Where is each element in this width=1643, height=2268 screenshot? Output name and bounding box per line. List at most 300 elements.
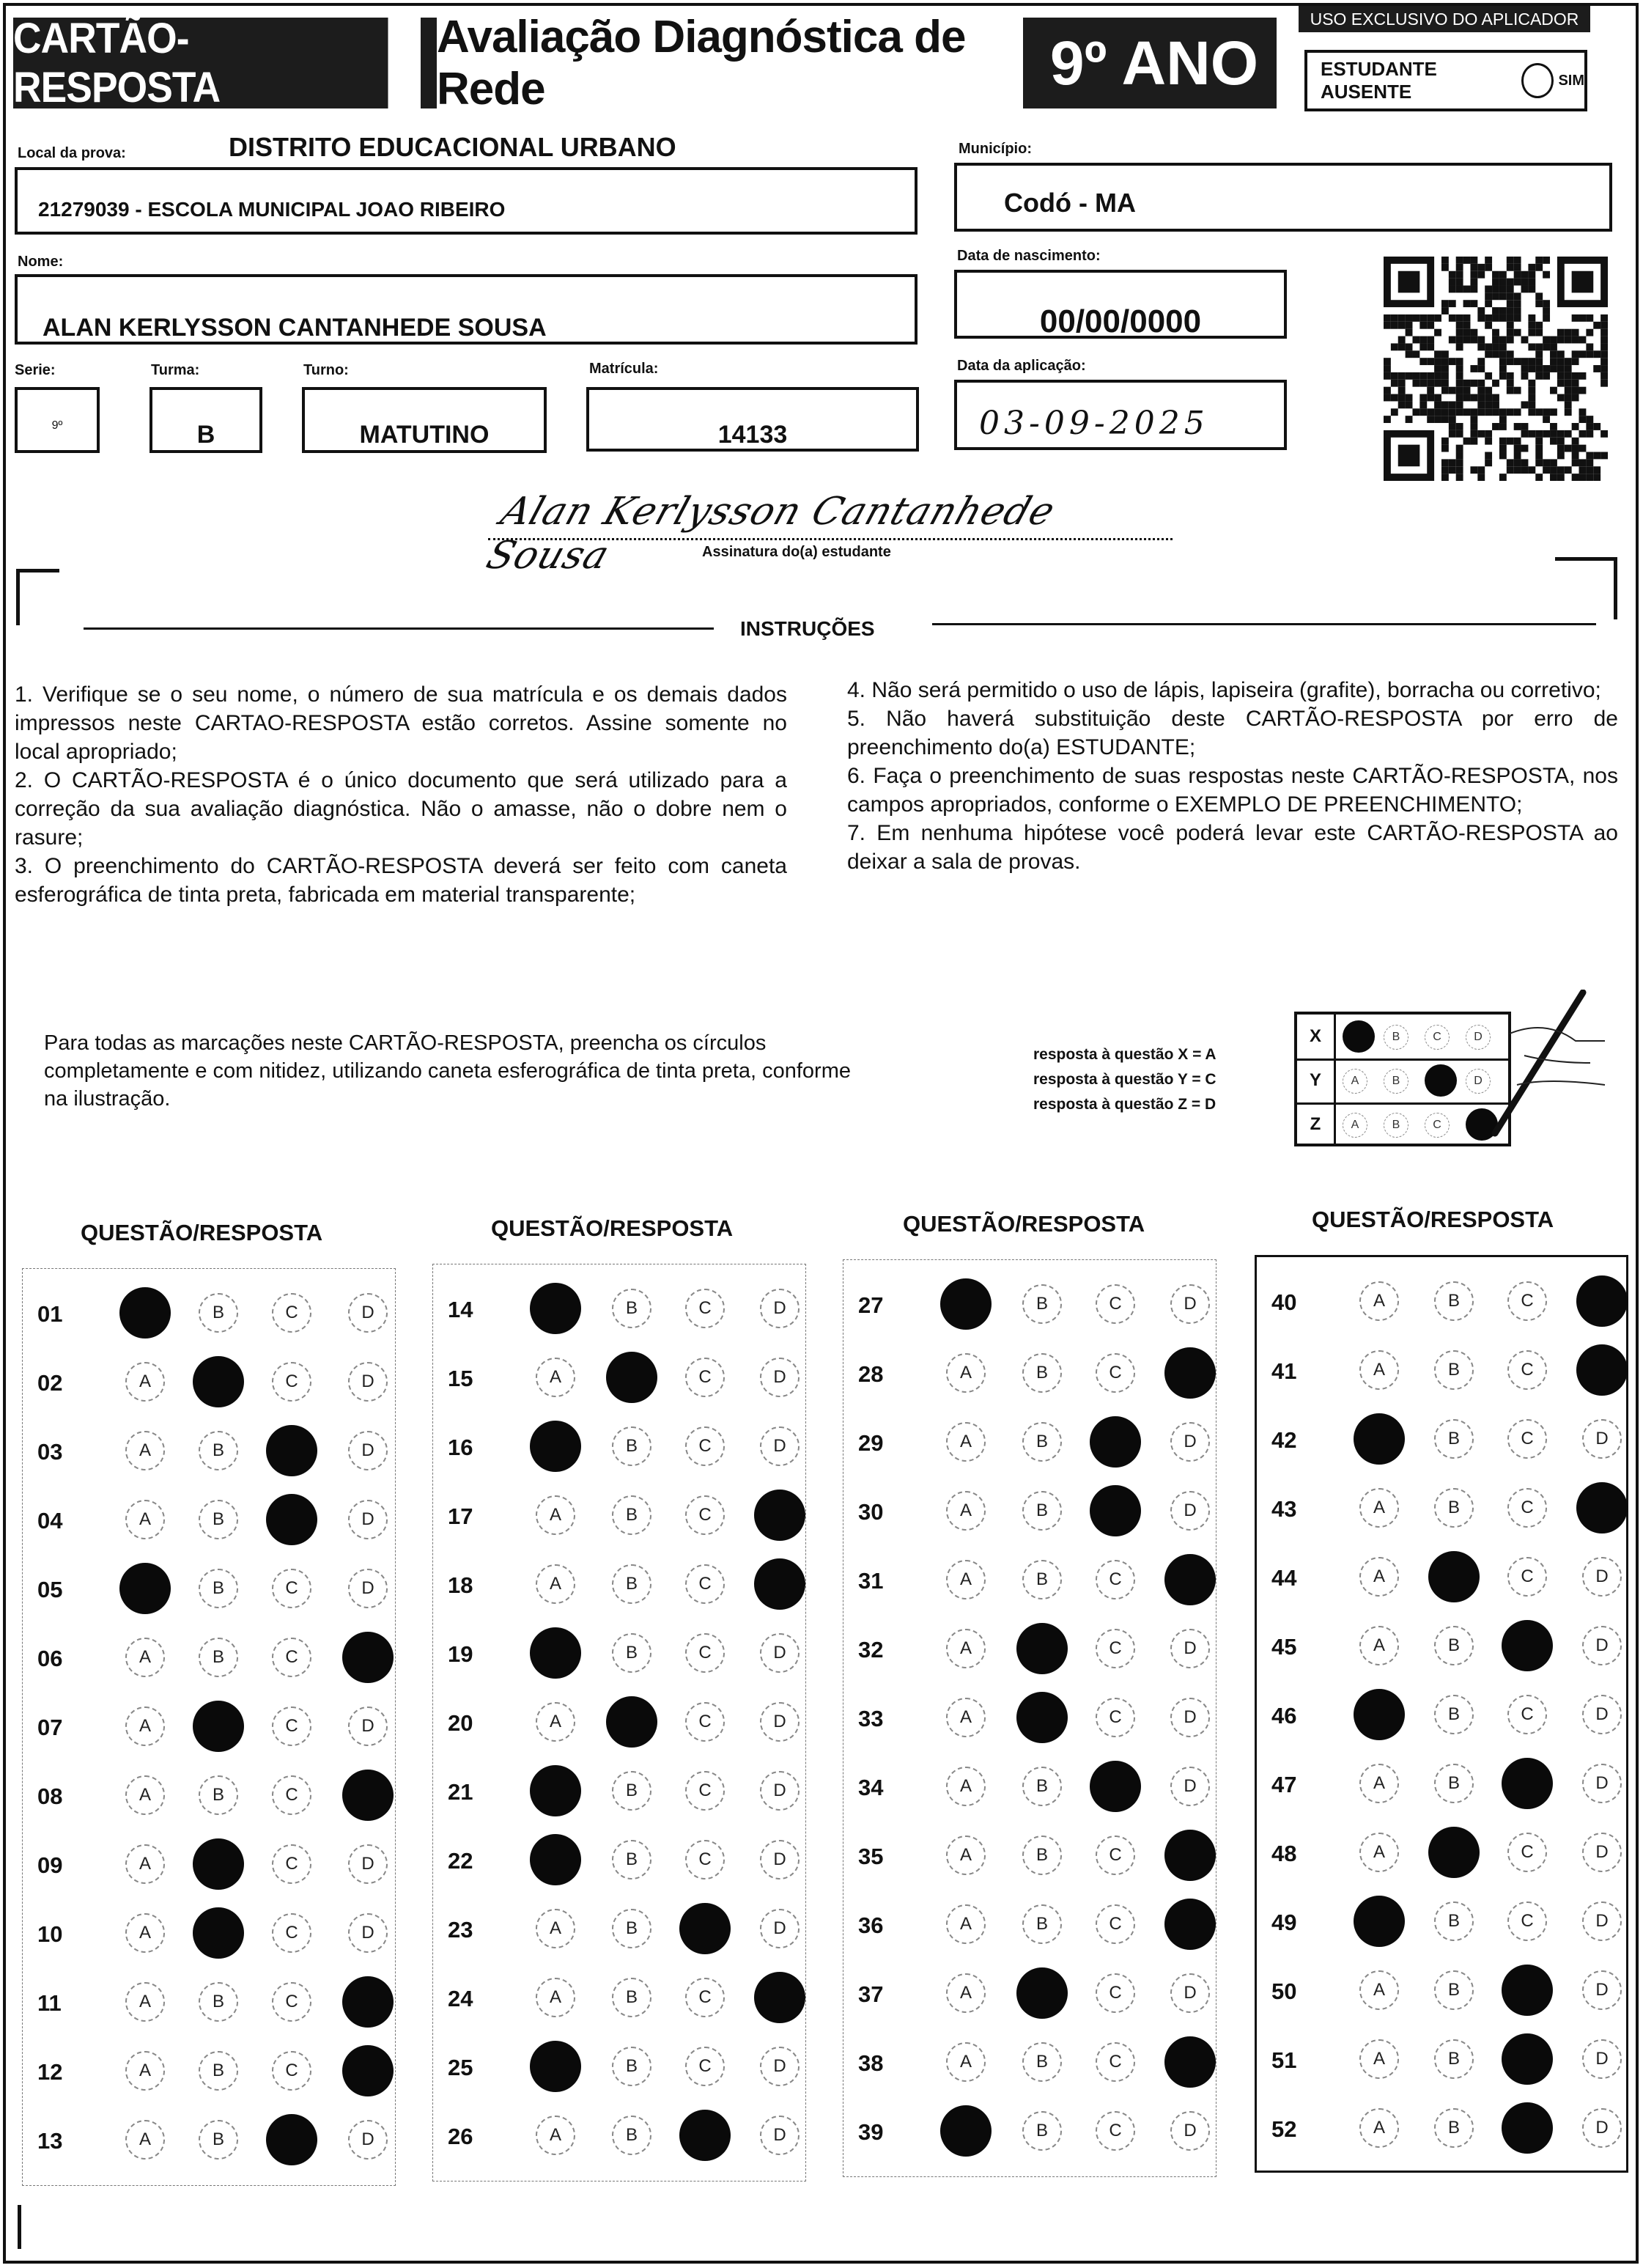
- answer-row: [23, 1970, 395, 2039]
- answer-bubble-b[interactable]: B: [1022, 1560, 1062, 1599]
- answer-bubble-c[interactable]: [266, 1425, 317, 1476]
- question-number: 10: [37, 1921, 63, 1947]
- answer-bubble-c[interactable]: C: [1096, 1698, 1135, 1737]
- answer-bubble-d[interactable]: D: [760, 1633, 800, 1673]
- answer-bubble-c[interactable]: C: [1507, 1419, 1547, 1459]
- answer-bubble-a[interactable]: A: [946, 1767, 986, 1806]
- answer-bubble-b[interactable]: [193, 1356, 244, 1407]
- answer-bubble-b[interactable]: B: [199, 1431, 238, 1470]
- answer-bubble-a[interactable]: A: [125, 1775, 165, 1815]
- instruction-item: 2. O CARTÃO-RESPOSTA é o único documento que será utilizado para a correção da sua avaliação diagnóstica. Não o amasse, não o dobre nem o rasure;: [15, 768, 787, 850]
- answer-bubble-b[interactable]: B: [1022, 1491, 1062, 1531]
- question-number: 39: [858, 2119, 884, 2145]
- answer-bubble-d[interactable]: [1576, 1275, 1628, 1327]
- answer-bubble-b[interactable]: B: [1434, 1488, 1474, 1528]
- answer-bubble-c[interactable]: C: [272, 2051, 311, 2091]
- question-number: 22: [448, 1848, 473, 1874]
- answer-bubble-d[interactable]: D: [760, 1909, 800, 1948]
- answer-row: [433, 1965, 805, 2034]
- answer-bubble-c[interactable]: C: [1507, 1695, 1547, 1734]
- answer-bubble-a[interactable]: [530, 1834, 581, 1885]
- answer-bubble-a[interactable]: [530, 1421, 581, 1472]
- answer-bubble-a[interactable]: A: [946, 1560, 986, 1599]
- answer-bubble-b[interactable]: [1016, 1623, 1068, 1674]
- answer-row: [843, 1754, 1216, 1823]
- answer-bubble-a[interactable]: [530, 1283, 581, 1334]
- answer-bubble-b[interactable]: [1016, 1967, 1068, 2019]
- answer-bubble-a[interactable]: A: [125, 2120, 165, 2160]
- answer-row: [1257, 1338, 1626, 1407]
- answer-bubble-b[interactable]: B: [1022, 1353, 1062, 1393]
- example-bubble-a: [1343, 1020, 1375, 1053]
- answer-bubble-d[interactable]: D: [760, 1771, 800, 1811]
- answer-bubble-a[interactable]: [530, 1627, 581, 1679]
- answer-bubble-b[interactable]: [193, 1838, 244, 1890]
- answer-bubble-a[interactable]: A: [1359, 1970, 1399, 2010]
- answer-bubble-c[interactable]: C: [272, 1706, 311, 1746]
- answer-bubble-b[interactable]: B: [1434, 1419, 1474, 1459]
- answer-row: [23, 2039, 395, 2107]
- answer-bubble-c[interactable]: [679, 2110, 731, 2161]
- answer-bubble-d[interactable]: D: [1582, 1557, 1622, 1597]
- column-title: QUESTÃO/RESPOSTA: [903, 1211, 1145, 1237]
- answer-bubble-d[interactable]: D: [1170, 1629, 1210, 1668]
- answer-bubble-b[interactable]: B: [1434, 1970, 1474, 2010]
- answer-row: [23, 1694, 395, 1763]
- answer-bubble-b[interactable]: B: [612, 1840, 651, 1879]
- answer-bubble-c[interactable]: [1090, 1761, 1141, 1812]
- answer-bubble-d[interactable]: [342, 1976, 394, 2028]
- answer-row: [843, 1272, 1216, 1341]
- answer-bubble-d[interactable]: D: [760, 2116, 800, 2155]
- answer-bubble-b[interactable]: B: [1022, 1284, 1062, 1324]
- column-title: QUESTÃO/RESPOSTA: [491, 1215, 734, 1241]
- answer-bubble-c[interactable]: [1502, 2102, 1553, 2154]
- answer-bubble-a[interactable]: A: [125, 1982, 165, 2022]
- answer-row: [843, 1547, 1216, 1616]
- absent-label: ESTUDANTE AUSENTE: [1321, 58, 1437, 103]
- answer-bubble-d[interactable]: D: [348, 1431, 388, 1470]
- question-number: 46: [1271, 1703, 1297, 1728]
- answer-bubble-a[interactable]: A: [536, 1978, 575, 2017]
- question-number: 26: [448, 2124, 473, 2149]
- answer-bubble-c[interactable]: C: [685, 1564, 725, 1604]
- nome-value: ALAN KERLYSSON CANTANHEDE SOUSA: [43, 314, 547, 342]
- answer-bubble-a[interactable]: [1354, 1689, 1405, 1740]
- answer-bubble-a[interactable]: A: [125, 1500, 165, 1539]
- question-number: 01: [37, 1301, 63, 1327]
- answer-bubble-b[interactable]: B: [1434, 1695, 1474, 1734]
- answer-bubble-d[interactable]: D: [348, 1913, 388, 1953]
- answer-bubble-d[interactable]: D: [1170, 1767, 1210, 1806]
- answer-bubble-c[interactable]: C: [1507, 1488, 1547, 1528]
- answer-bubble-b[interactable]: B: [1022, 1767, 1062, 1806]
- answer-bubble-b[interactable]: B: [612, 1289, 651, 1328]
- answer-bubble-b[interactable]: B: [612, 1495, 651, 1535]
- answer-bubble-b[interactable]: B: [1022, 1422, 1062, 1462]
- answer-bubble-b[interactable]: B: [199, 1638, 238, 1677]
- answer-bubble-c[interactable]: C: [685, 1495, 725, 1535]
- answer-bubble-d[interactable]: [1576, 1482, 1628, 1534]
- answer-bubble-a[interactable]: A: [125, 1844, 165, 1884]
- question-number: 40: [1271, 1289, 1297, 1315]
- answer-bubble-d[interactable]: D: [1582, 2039, 1622, 2079]
- answer-bubble-d[interactable]: D: [1170, 1422, 1210, 1462]
- fill-note: Para todas as marcações neste CARTÃO-RESPOSTA, preencha os círculos completamente e com nitidez, utilizando caneta esferográfica de tinta preta, conforme na ilustração.: [44, 1031, 851, 1111]
- answer-bubble-a[interactable]: A: [536, 1495, 575, 1535]
- answer-bubble-b[interactable]: B: [612, 1633, 651, 1673]
- answer-bubble-c[interactable]: [1502, 1758, 1553, 1809]
- answer-bubble-a[interactable]: A: [536, 1909, 575, 1948]
- answer-row: [1257, 1476, 1626, 1544]
- qr-code: [1384, 255, 1608, 482]
- answer-bubble-d[interactable]: D: [760, 1702, 800, 1742]
- answer-bubble-b[interactable]: B: [1022, 2042, 1062, 2082]
- question-number: 08: [37, 1783, 63, 1809]
- answer-bubble-c[interactable]: C: [1096, 1353, 1135, 1393]
- question-number: 12: [37, 2059, 63, 2085]
- answer-bubble-c[interactable]: C: [1096, 1904, 1135, 1944]
- answer-bubble-d[interactable]: D: [348, 2120, 388, 2160]
- answer-bubble-c[interactable]: [266, 1494, 317, 1545]
- answer-bubble-a[interactable]: [119, 1563, 171, 1614]
- answer-bubble-b[interactable]: [606, 1352, 657, 1403]
- signature: Alan Kerlysson Cantanhede Sousa: [481, 490, 1061, 578]
- answer-bubble-d[interactable]: D: [348, 1500, 388, 1539]
- answer-bubble-c[interactable]: [1090, 1416, 1141, 1468]
- answer-bubble-b[interactable]: B: [1434, 2039, 1474, 2079]
- answer-bubble-d[interactable]: D: [348, 1362, 388, 1402]
- answer-bubble-c[interactable]: C: [1096, 1284, 1135, 1324]
- answer-bubble-a[interactable]: A: [125, 1706, 165, 1746]
- answer-bubble-b[interactable]: B: [1022, 1836, 1062, 1875]
- school-value: 21279039 - ESCOLA MUNICIPAL JOAO RIBEIRO: [38, 198, 506, 221]
- example-line: resposta à questão Y = C: [1033, 1071, 1216, 1088]
- answer-bubble-b[interactable]: B: [1022, 1904, 1062, 1944]
- question-number: 18: [448, 1572, 473, 1598]
- answer-bubble-b[interactable]: B: [612, 1909, 651, 1948]
- answer-bubble-d[interactable]: [754, 1972, 805, 2023]
- answer-bubble-c[interactable]: C: [272, 1982, 311, 2022]
- answer-bubble-d[interactable]: [1164, 1830, 1216, 1881]
- answer-bubble-d[interactable]: [1164, 2036, 1216, 2088]
- answer-bubble-c[interactable]: C: [1507, 1833, 1547, 1872]
- answer-bubble-b[interactable]: B: [612, 1771, 651, 1811]
- applicator-section: [1299, 6, 1590, 106]
- answer-bubble-c[interactable]: C: [1096, 2111, 1135, 2151]
- answer-bubble-b[interactable]: B: [1434, 1281, 1474, 1321]
- answer-bubble-c[interactable]: C: [685, 1358, 725, 1397]
- answer-bubble-b[interactable]: [193, 1907, 244, 1959]
- answer-bubble-a[interactable]: A: [946, 2042, 986, 2082]
- question-number: 11: [37, 1990, 62, 2016]
- instructions-left: [15, 680, 787, 909]
- answer-bubble-a[interactable]: A: [1359, 1833, 1399, 1872]
- answer-row: [433, 2034, 805, 2103]
- answer-bubble-a[interactable]: [940, 1278, 992, 1330]
- question-number: 28: [858, 1361, 884, 1387]
- answer-bubble-c[interactable]: C: [272, 1569, 311, 1608]
- answer-bubble-a[interactable]: [530, 2041, 581, 2092]
- answer-bubble-d[interactable]: D: [1170, 2111, 1210, 2151]
- answer-row: [843, 1341, 1216, 1410]
- answer-bubble-b[interactable]: B: [612, 2047, 651, 2086]
- answer-bubble-b[interactable]: B: [612, 1978, 651, 2017]
- answer-bubble-a[interactable]: A: [125, 1913, 165, 1953]
- answer-bubble-d[interactable]: [1164, 1899, 1216, 1950]
- question-number: 35: [858, 1844, 884, 1869]
- answer-bubble-a[interactable]: A: [946, 1353, 986, 1393]
- answer-bubble-c[interactable]: C: [1096, 1560, 1135, 1599]
- corner-mark: [18, 2205, 65, 2249]
- answer-bubble-a[interactable]: A: [1359, 1488, 1399, 1528]
- answer-bubble-a[interactable]: A: [946, 1629, 986, 1668]
- answer-row: [23, 1763, 395, 1832]
- answer-bubble-c[interactable]: [1090, 1485, 1141, 1536]
- example-question: Y: [1297, 1058, 1336, 1102]
- answer-bubble-b[interactable]: [1016, 1692, 1068, 1743]
- answer-bubble-b[interactable]: [1428, 1827, 1480, 1878]
- question-number: 31: [858, 1568, 884, 1594]
- school-field: [15, 167, 918, 235]
- answer-bubble-a[interactable]: A: [536, 1702, 575, 1742]
- nome-field: [15, 274, 918, 345]
- turma-label: Turma:: [151, 362, 200, 378]
- answer-bubble-b[interactable]: B: [612, 1426, 651, 1466]
- answer-bubble-d[interactable]: D: [1582, 1626, 1622, 1665]
- answer-bubble-c[interactable]: C: [272, 1913, 311, 1953]
- answer-bubble-a[interactable]: A: [125, 1431, 165, 1470]
- answer-bubble-b[interactable]: B: [1022, 2111, 1062, 2151]
- answer-bubble-a[interactable]: A: [125, 1362, 165, 1402]
- answer-row: [843, 1892, 1216, 1961]
- answer-bubble-b[interactable]: B: [1434, 1626, 1474, 1665]
- answer-bubble-d[interactable]: D: [760, 1840, 800, 1879]
- question-number: 43: [1271, 1496, 1297, 1522]
- example-legend: [1033, 1042, 1216, 1117]
- answer-bubble-d[interactable]: D: [1582, 1695, 1622, 1734]
- answer-bubble-d[interactable]: D: [348, 1844, 388, 1884]
- answer-bubble-d[interactable]: D: [760, 1358, 800, 1397]
- answer-bubble-c[interactable]: C: [1096, 1629, 1135, 1668]
- answer-bubble-c[interactable]: C: [1507, 1281, 1547, 1321]
- example-bubble-b: B: [1384, 1069, 1408, 1094]
- answer-row: [433, 1896, 805, 1965]
- answer-bubble-d[interactable]: [342, 2045, 394, 2096]
- answer-bubble-c[interactable]: [679, 1903, 731, 1954]
- answer-bubble-b[interactable]: [606, 1696, 657, 1748]
- absent-checkbox[interactable]: [1521, 63, 1554, 98]
- answer-bubble-b[interactable]: [193, 1701, 244, 1752]
- answer-bubble-b[interactable]: B: [199, 2120, 238, 2160]
- matricula-field: [586, 387, 919, 452]
- answer-bubble-a[interactable]: A: [946, 1422, 986, 1462]
- instructions-right: [847, 676, 1618, 876]
- answer-bubble-a[interactable]: [1354, 1896, 1405, 1947]
- answer-bubble-d[interactable]: D: [1582, 1901, 1622, 1941]
- answer-bubble-d[interactable]: [754, 1490, 805, 1541]
- answer-bubble-d[interactable]: [754, 1558, 805, 1610]
- answer-bubble-d[interactable]: [342, 1770, 394, 1821]
- answer-bubble-a[interactable]: A: [536, 2116, 575, 2155]
- answer-bubble-d[interactable]: D: [1582, 2108, 1622, 2148]
- answer-bubble-a[interactable]: A: [1359, 1281, 1399, 1321]
- answer-bubble-d[interactable]: [1164, 1554, 1216, 1605]
- answer-bubble-a[interactable]: [940, 2105, 992, 2157]
- question-number: 15: [448, 1366, 473, 1391]
- answer-bubble-c[interactable]: C: [272, 1362, 311, 1402]
- answer-bubble-d[interactable]: D: [760, 2047, 800, 2086]
- answer-bubble-c[interactable]: C: [685, 1426, 725, 1466]
- answer-bubble-d[interactable]: D: [1582, 1764, 1622, 1803]
- answer-bubble-c[interactable]: C: [1096, 1973, 1135, 2013]
- grade-badge: 9º ANO: [1032, 18, 1277, 108]
- question-number: 25: [448, 2055, 473, 2080]
- corner-mark: [16, 569, 59, 625]
- answer-bubble-c[interactable]: C: [272, 1844, 311, 1884]
- municipio-label: Município:: [959, 141, 1032, 157]
- answer-row: [433, 1276, 805, 1345]
- answer-row: [843, 1961, 1216, 2030]
- answer-row: [23, 1281, 395, 1350]
- answer-bubble-d[interactable]: D: [760, 1426, 800, 1466]
- question-number: 06: [37, 1646, 63, 1671]
- answer-bubble-b[interactable]: [1428, 1551, 1480, 1602]
- answer-bubble-c[interactable]: [1502, 1965, 1553, 2016]
- turma-value: B: [196, 421, 215, 449]
- answer-bubble-a[interactable]: A: [1359, 2039, 1399, 2079]
- answer-bubble-b[interactable]: B: [612, 1564, 651, 1604]
- answer-bubble-a[interactable]: A: [536, 1358, 575, 1397]
- answer-row: [843, 1685, 1216, 1754]
- answer-bubble-b[interactable]: B: [199, 2051, 238, 2091]
- answer-bubble-c[interactable]: C: [272, 1293, 311, 1333]
- answer-bubble-c[interactable]: [1502, 1620, 1553, 1671]
- answer-bubble-a[interactable]: A: [536, 1564, 575, 1604]
- answer-bubble-d[interactable]: D: [1170, 1284, 1210, 1324]
- instruction-item: 4. Não será permitido o uso de lápis, lapiseira (grafite), borracha ou corretivo;: [847, 678, 1601, 702]
- question-number: 02: [37, 1370, 63, 1396]
- header-divider: [421, 18, 437, 108]
- answer-bubble-a[interactable]: A: [1359, 1350, 1399, 1390]
- answer-bubble-a[interactable]: A: [1359, 1626, 1399, 1665]
- answer-bubble-a[interactable]: A: [125, 2051, 165, 2091]
- local-label: Local da prova:: [18, 145, 126, 161]
- answer-bubble-d[interactable]: D: [1582, 1419, 1622, 1459]
- question-number: 36: [858, 1912, 884, 1938]
- answer-bubble-d[interactable]: [1164, 1347, 1216, 1399]
- answer-bubble-c[interactable]: C: [685, 1633, 725, 1673]
- answer-bubble-d[interactable]: [1576, 1344, 1628, 1396]
- answer-bubble-b[interactable]: B: [199, 1775, 238, 1815]
- example-line: resposta à questão Z = D: [1033, 1096, 1216, 1113]
- answer-bubble-b[interactable]: B: [199, 1982, 238, 2022]
- example-bubble-a: A: [1343, 1069, 1367, 1094]
- answer-bubble-c[interactable]: C: [1507, 1350, 1547, 1390]
- answer-bubble-d[interactable]: D: [348, 1706, 388, 1746]
- question-number: 48: [1271, 1841, 1297, 1866]
- pen-hand-illustration: [1466, 990, 1612, 1144]
- answer-bubble-c[interactable]: C: [685, 1840, 725, 1879]
- answer-bubble-d[interactable]: D: [1582, 1833, 1622, 1872]
- matricula-value: 14133: [717, 421, 788, 449]
- answer-row: [1257, 1269, 1626, 1338]
- local-value: DISTRITO EDUCACIONAL URBANO: [229, 132, 676, 162]
- answer-bubble-c[interactable]: C: [1096, 2042, 1135, 2082]
- answer-bubble-c[interactable]: C: [685, 1702, 725, 1742]
- answer-bubble-d[interactable]: D: [1170, 1973, 1210, 2013]
- answer-bubble-c[interactable]: [266, 2114, 317, 2165]
- answer-bubble-a[interactable]: [1354, 1413, 1405, 1465]
- answer-bubble-c[interactable]: C: [272, 1775, 311, 1815]
- answer-row: [1257, 2027, 1626, 2096]
- answer-bubble-c[interactable]: C: [685, 1978, 725, 2017]
- answer-bubble-b[interactable]: B: [1434, 2108, 1474, 2148]
- turno-field: [302, 387, 547, 453]
- answer-bubble-b[interactable]: B: [199, 1569, 238, 1608]
- answer-bubble-d[interactable]: D: [1170, 1698, 1210, 1737]
- answer-bubble-c[interactable]: C: [685, 1289, 725, 1328]
- answer-column: [843, 1259, 1216, 2177]
- answer-bubble-a[interactable]: A: [946, 1836, 986, 1875]
- question-number: 19: [448, 1641, 473, 1667]
- answer-bubble-b[interactable]: B: [1434, 1764, 1474, 1803]
- answer-bubble-d[interactable]: D: [348, 1293, 388, 1333]
- answer-bubble-a[interactable]: A: [946, 1973, 986, 2013]
- answer-bubble-c[interactable]: C: [685, 2047, 725, 2086]
- question-number: 44: [1271, 1565, 1297, 1591]
- answer-bubble-a[interactable]: A: [1359, 1557, 1399, 1597]
- answer-bubble-b[interactable]: B: [199, 1293, 238, 1333]
- answer-bubble-d[interactable]: [342, 1632, 394, 1683]
- answer-row: [843, 1616, 1216, 1685]
- column-title: QUESTÃO/RESPOSTA: [81, 1220, 323, 1245]
- instruction-item: 3. O preenchimento do CARTÃO-RESPOSTA deverá ser feito com caneta esferográfica de tinta preta, fabricada em material transparente;: [15, 854, 787, 907]
- answer-bubble-a[interactable]: A: [946, 1491, 986, 1531]
- answer-bubble-a[interactable]: A: [125, 1638, 165, 1677]
- answer-bubble-d[interactable]: D: [1582, 1970, 1622, 2010]
- answer-bubble-c[interactable]: C: [1507, 1901, 1547, 1941]
- answer-bubble-a[interactable]: [530, 1765, 581, 1816]
- answer-row: [433, 1414, 805, 1483]
- answer-bubble-a[interactable]: [119, 1287, 171, 1339]
- answer-bubble-b[interactable]: B: [199, 1500, 238, 1539]
- answer-row: [23, 1556, 395, 1625]
- answer-bubble-b[interactable]: B: [612, 2116, 651, 2155]
- answer-bubble-c[interactable]: C: [685, 1771, 725, 1811]
- answer-bubble-a[interactable]: A: [1359, 2108, 1399, 2148]
- example-bubble-d: D: [1466, 1069, 1491, 1094]
- answer-bubble-c[interactable]: C: [1096, 1836, 1135, 1875]
- answer-bubble-c[interactable]: C: [1507, 1557, 1547, 1597]
- question-number: 45: [1271, 1634, 1297, 1660]
- answer-bubble-c[interactable]: C: [272, 1638, 311, 1677]
- answer-bubble-c[interactable]: [1502, 2033, 1553, 2085]
- answer-bubble-a[interactable]: A: [946, 1698, 986, 1737]
- nascimento-field: [954, 270, 1287, 339]
- answer-bubble-d[interactable]: D: [1170, 1491, 1210, 1531]
- answer-bubble-b[interactable]: B: [1434, 1901, 1474, 1941]
- question-number: 47: [1271, 1772, 1297, 1797]
- answer-bubble-b[interactable]: B: [1434, 1350, 1474, 1390]
- example-line: resposta à questão X = A: [1033, 1046, 1216, 1063]
- answer-bubble-d[interactable]: D: [760, 1289, 800, 1328]
- answer-bubble-a[interactable]: A: [946, 1904, 986, 1944]
- answer-bubble-d[interactable]: D: [348, 1569, 388, 1608]
- nascimento-label: Data de nascimento:: [957, 248, 1101, 264]
- example-bubble-b: B: [1384, 1025, 1408, 1050]
- answer-bubble-a[interactable]: A: [1359, 1764, 1399, 1803]
